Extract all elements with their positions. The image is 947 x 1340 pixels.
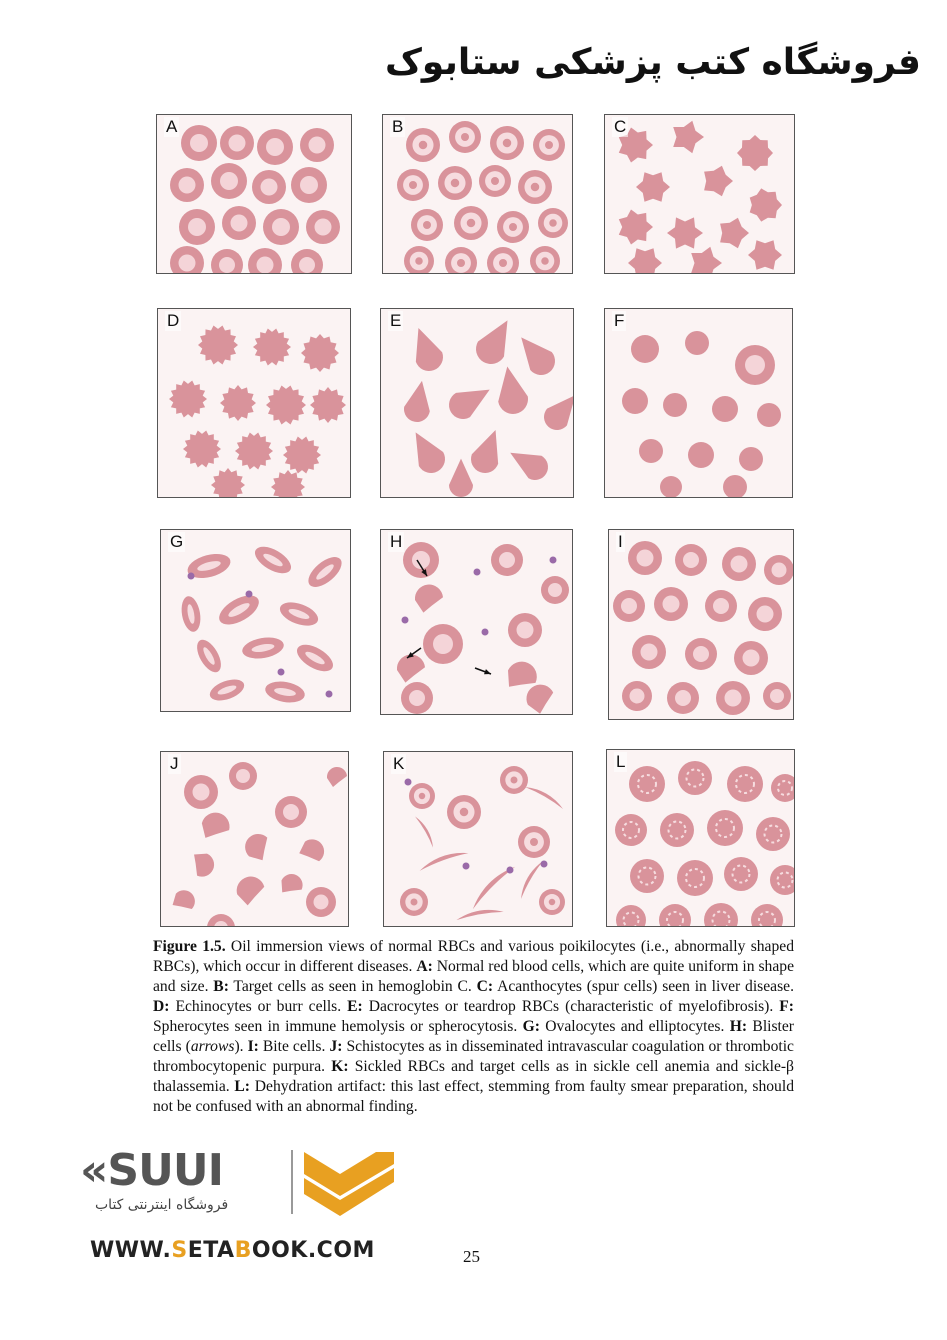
panel-label: L <box>616 752 626 771</box>
panel-j-cells <box>161 752 348 926</box>
rbc-cell <box>296 835 329 868</box>
rbc-cell <box>727 766 763 802</box>
figure-panel-d <box>157 308 351 498</box>
rbc-cell <box>704 903 738 926</box>
caption-key: G: <box>522 1018 540 1035</box>
rbc-cell <box>525 783 566 809</box>
panel-label: A <box>166 117 178 136</box>
rbc-cell <box>405 323 447 375</box>
rbc-central-pallor <box>433 634 453 654</box>
figure-panel-b <box>382 114 573 274</box>
rbc-cell <box>616 905 646 926</box>
caption-text: Target cells as seen in hemoglobin C. <box>228 978 477 995</box>
rbc-central-pallor <box>517 622 534 639</box>
rbc-central-pallor <box>499 552 515 568</box>
caption-text: ). <box>234 1038 248 1055</box>
rbc-cell <box>704 166 733 196</box>
caption-text: Spherocytes seen in immune hemolysis or spherocytosis. <box>153 1018 523 1035</box>
target-center <box>491 177 499 185</box>
rbc-central-pallor <box>772 563 787 578</box>
rbc-cell <box>415 814 437 847</box>
target-center <box>509 223 517 231</box>
rbc-cell <box>168 886 199 917</box>
rbc-cell <box>748 240 782 269</box>
rbc-cell <box>517 858 543 899</box>
logo-wordmark: «SUUI <box>80 1145 223 1196</box>
rbc-central-pallor <box>693 646 709 662</box>
rbc-central-pallor <box>300 176 318 194</box>
figure-panel-l <box>606 749 795 927</box>
panel-g-cells <box>161 530 350 711</box>
panel-label: I <box>618 532 623 551</box>
logo-subtitle: فروشگاه اینترنتی کتاب <box>95 1197 229 1213</box>
rbc-cell <box>712 396 738 422</box>
rbc-central-pallor <box>179 177 196 194</box>
rbc-cell <box>455 907 503 921</box>
panel-label: F <box>614 311 625 330</box>
panel-label: H <box>390 532 403 551</box>
rbc-cell <box>615 814 647 846</box>
rbc-cell <box>510 328 560 380</box>
rbc-cell <box>691 247 722 273</box>
rbc-cell <box>539 387 573 436</box>
caption-italic: arrows <box>190 1038 235 1055</box>
caption-key: A: <box>416 958 433 975</box>
platelet <box>246 591 253 598</box>
caption-key: E: <box>347 998 363 1015</box>
rbc-central-pallor <box>314 895 329 910</box>
figure-panel-g <box>160 529 351 712</box>
target-center <box>419 793 426 800</box>
panel-e-cells <box>381 309 573 497</box>
rbc-cell <box>522 681 558 714</box>
rbc-cell <box>418 848 469 871</box>
rbc-cell <box>415 585 443 613</box>
caption-intro: Oil immersion views of normal RBCs and various poikilocytes (i.e., abnormally shaped RBCs), which occur in different diseases. <box>153 938 794 975</box>
rbc-cell <box>751 904 783 926</box>
rbc-cell <box>659 904 691 926</box>
rbc-central-pallor <box>315 219 332 236</box>
panel-l-cells <box>607 750 794 926</box>
url-part: OOK.COM <box>251 1238 375 1263</box>
rbc-central-pallor <box>257 257 274 274</box>
figure-caption <box>153 937 794 1117</box>
rbc-cell <box>253 329 291 366</box>
target-center <box>541 257 549 265</box>
panel-f-cells <box>605 309 792 497</box>
rbc-cell <box>271 470 305 497</box>
figure-panel-h <box>380 529 573 715</box>
panel-label: G <box>170 532 184 551</box>
caption-text: Dehydration artifact: this last effect, stemming from faulty smear preparation, should not be confused with an abnormal finding. <box>153 1078 794 1115</box>
panel-k-cells <box>384 752 572 926</box>
caption-text: Blister cells ( <box>153 1018 795 1055</box>
panel-label: E <box>390 311 402 330</box>
panel-i-cells <box>609 530 793 719</box>
platelet <box>405 779 412 786</box>
rbc-cell <box>750 188 782 221</box>
rbc-central-pallor <box>231 215 248 232</box>
rbc-cell <box>197 809 233 845</box>
target-center <box>457 259 465 267</box>
rbc-central-pallor <box>229 135 246 152</box>
rbc-central-pallor <box>272 218 290 236</box>
rbc-cell <box>667 217 703 248</box>
rbc-cell <box>723 475 747 497</box>
url-part: B <box>234 1238 252 1263</box>
caption-key: H: <box>729 1018 748 1035</box>
arrow-head <box>484 669 491 674</box>
rbc-cell <box>310 387 346 423</box>
figure-panel-a <box>156 114 352 274</box>
rbc-central-pallor <box>630 689 645 704</box>
rbc-cell <box>183 431 221 468</box>
rbc-cell <box>639 439 663 463</box>
page-number: 25 <box>463 1247 480 1266</box>
rbc-cell <box>622 388 648 414</box>
rbc-central-pallor <box>731 556 748 573</box>
figure-panel-k <box>383 751 573 927</box>
target-center <box>499 259 507 267</box>
platelet <box>507 867 514 874</box>
rbc-central-pallor <box>725 690 742 707</box>
rbc-central-pallor <box>266 138 284 156</box>
caption-key: J: <box>329 1038 343 1055</box>
page-header-title: فروشگاه کتب پزشکی ستابوک <box>384 42 921 83</box>
rbc-cell <box>631 335 659 363</box>
panel-label: K <box>393 754 405 773</box>
caption-text: Echinocytes or burr cells. <box>169 998 348 1015</box>
rbc-cell <box>198 326 238 365</box>
rbc-cell <box>169 381 207 418</box>
target-center <box>423 221 431 229</box>
target-center <box>460 808 469 817</box>
target-center <box>461 133 469 141</box>
figure-panel-e <box>380 308 574 498</box>
rbc-cell <box>720 218 749 248</box>
rbc-cell <box>629 766 665 802</box>
rbc-central-pallor <box>299 257 315 273</box>
panel-label: B <box>392 117 404 136</box>
target-center <box>409 181 417 189</box>
rbc-central-pallor <box>713 598 729 614</box>
rbc-central-pallor <box>641 644 658 661</box>
rbc-cell <box>677 860 713 896</box>
website-url <box>90 1238 375 1263</box>
rbc-cell <box>737 135 773 171</box>
rbc-cell <box>449 459 473 497</box>
rbc-cell <box>771 774 794 802</box>
caption-key: I: <box>247 1038 259 1055</box>
panel-label: C <box>614 117 627 136</box>
panel-label: D <box>167 311 180 330</box>
rbc-cell <box>504 441 553 484</box>
logo-chevron-icon <box>304 1152 394 1216</box>
rbc-cell <box>186 848 219 881</box>
panel-label: J <box>170 754 179 773</box>
rbc-cell <box>471 313 521 370</box>
rbc-cell <box>444 377 497 424</box>
rbc-cell <box>724 857 758 891</box>
platelet <box>474 569 481 576</box>
rbc-central-pallor <box>770 689 784 703</box>
target-center <box>415 257 423 265</box>
rbc-cell <box>266 386 306 425</box>
target-center <box>531 183 540 192</box>
url-part: S <box>171 1238 188 1263</box>
rbc-cell <box>403 425 450 478</box>
rbc-cell <box>660 813 694 847</box>
platelet <box>326 691 333 698</box>
url-part: WWW. <box>90 1238 172 1263</box>
platelet <box>188 573 195 580</box>
target-center <box>511 777 518 784</box>
rbc-cell <box>636 172 670 201</box>
platelet <box>402 617 409 624</box>
caption-key: L: <box>234 1078 250 1095</box>
rbc-cell <box>327 767 347 787</box>
rbc-cell <box>240 829 277 866</box>
url-part: ETA <box>187 1238 235 1263</box>
rbc-cell <box>688 442 714 468</box>
rbc-cell <box>628 248 662 273</box>
caption-key: F: <box>779 998 794 1015</box>
rbc-central-pallor <box>743 650 760 667</box>
rbc-central-pallor <box>548 583 562 597</box>
rbc-central-pallor <box>309 137 326 154</box>
rbc-central-pallor <box>188 218 206 236</box>
target-center <box>419 141 428 150</box>
rbc-central-pallor <box>675 690 691 706</box>
target-center <box>530 838 538 846</box>
rbc-central-pallor <box>757 606 774 623</box>
caption-figure-label: Figure 1.5. <box>153 938 226 955</box>
rbc-cell <box>492 364 530 416</box>
caption-key: D: <box>153 998 170 1015</box>
rbc-cell <box>301 334 339 372</box>
panel-d-cells <box>158 309 350 497</box>
rbc-cell <box>619 210 653 245</box>
rbc-cell <box>234 874 267 907</box>
rbc-cell <box>756 817 790 851</box>
rbc-cell <box>660 476 682 497</box>
rbc-cell <box>757 403 781 427</box>
platelet <box>463 863 470 870</box>
caption-key: B: <box>213 978 229 995</box>
rbc-cell <box>402 379 435 424</box>
target-center <box>467 219 476 228</box>
panel-a-cells <box>157 115 351 273</box>
caption-text: Normal red blood cells, which are quite uniform in shape and size. <box>153 958 794 995</box>
caption-text: Dacrocytes or teardrop RBCs (characteristic of myelofibrosis). <box>362 998 780 1015</box>
caption-key: K: <box>331 1058 349 1075</box>
caption-text: Sickled RBCs and target cells as in sickle cell anemia and sickle-β thalassemia. <box>153 1058 794 1095</box>
target-center <box>451 179 460 188</box>
figure-panel-f <box>604 308 793 498</box>
target-center <box>545 141 553 149</box>
rbc-central-pallor <box>190 134 208 152</box>
platelet <box>482 629 489 636</box>
rbc-cell <box>770 865 794 895</box>
target-center <box>503 139 512 148</box>
rbc-central-pallor <box>219 257 235 273</box>
rbc-cell <box>235 433 273 470</box>
rbc-central-pallor <box>409 690 425 706</box>
rbc-cell <box>276 870 306 900</box>
caption-text: Bite cells. <box>258 1038 330 1055</box>
panel-c-cells <box>605 115 794 273</box>
rbc-cell <box>220 385 256 421</box>
rbc-cell <box>707 810 743 846</box>
rbc-cell <box>678 761 712 795</box>
platelet <box>278 669 285 676</box>
rbc-central-pallor <box>261 179 278 196</box>
caption-text: Acanthocytes (spur cells) seen in liver disease. <box>493 978 794 995</box>
platelet <box>541 861 548 868</box>
rbc-cell <box>397 655 425 683</box>
target-center <box>549 899 556 906</box>
rbc-central-pallor <box>193 784 210 801</box>
rbc-central-pallor <box>179 255 196 272</box>
platelet <box>550 557 557 564</box>
rbc-central-pallor <box>236 769 250 783</box>
rbc-cell <box>630 859 664 893</box>
rbc-cell <box>685 331 709 355</box>
rbc-central-pallor <box>283 804 299 820</box>
target-center <box>549 219 557 227</box>
rbc-cell <box>663 393 687 417</box>
target-center <box>411 899 418 906</box>
caption-text: Ovalocytes and elliptocytes. <box>539 1018 730 1035</box>
rbc-central-pallor <box>637 550 654 567</box>
figure-panel-c <box>604 114 795 274</box>
panel-h-cells <box>381 530 572 714</box>
panel-b-cells <box>383 115 572 273</box>
rbc-central-pallor <box>745 355 765 375</box>
rbc-central-pallor <box>220 172 238 190</box>
figure-panel-j <box>160 751 349 927</box>
rbc-cell <box>283 437 321 474</box>
figure-panel-i <box>608 529 794 720</box>
rbc-central-pallor <box>621 598 637 614</box>
rbc-central-pallor <box>663 596 680 613</box>
rbc-cell <box>211 468 245 497</box>
caption-text: Schistocytes as in disseminated intravascular coagulation or thrombotic thrombocytopenic purpura. <box>153 1038 794 1075</box>
rbc-cell <box>673 121 704 153</box>
caption-key: C: <box>476 978 494 995</box>
rbc-cell <box>739 447 763 471</box>
rbc-cell <box>467 425 509 477</box>
rbc-central-pallor <box>683 552 699 568</box>
